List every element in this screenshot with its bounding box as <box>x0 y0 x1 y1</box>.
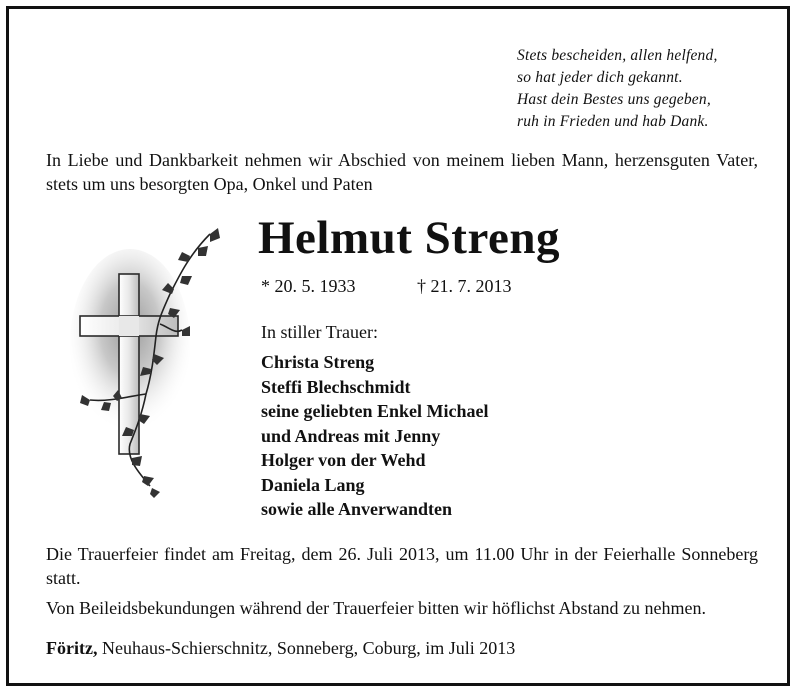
poem-line: Stets bescheiden, allen helfend, <box>517 47 718 64</box>
intro-text: In Liebe und Dankbarkeit nehmen wir Abschied von meinem lieben Mann, herzensguten Vater, stets um uns besorgten Opa, Onkel und Paten <box>46 150 758 194</box>
death-date: † 21. 7. 2013 <box>417 276 512 296</box>
condolence-request: Von Beileidsbekundungen während der Trauerfeier bitten wir höflichst Abstand zu nehmen. <box>46 598 707 618</box>
cross-with-ivy-icon <box>70 224 250 504</box>
place-and-date <box>46 636 515 660</box>
mourner: Holger von der Wehd <box>261 450 426 470</box>
birth-date: * 20. 5. 1933 <box>261 276 356 296</box>
poem-line: Hast dein Bestes uns gegeben, <box>517 91 711 108</box>
place-rest: Neuhaus-Schierschnitz, Sonneberg, Coburg, im Juli 2013 <box>97 638 516 658</box>
poem-line: ruh in Frieden und hab Dank. <box>517 113 709 130</box>
deceased-name: Helmut Streng <box>258 212 560 264</box>
mourner: Christa Streng <box>261 352 375 372</box>
poem-line: so hat jeder dich gekannt. <box>517 69 683 86</box>
funeral-notice: Die Trauerfeier findet am Freitag, dem 26. Juli 2013, um 11.00 Uhr in der Feierhalle Sonneberg statt. <box>46 544 758 588</box>
place-bold: Föritz, <box>46 638 98 658</box>
mourner: und Andreas mit Jenny <box>261 425 441 446</box>
mourner: seine geliebten Enkel Michael <box>261 401 489 421</box>
poem <box>517 45 718 133</box>
mourner: sowie alle Anverwandten <box>261 499 452 519</box>
mourner: Daniela Lang <box>261 474 365 495</box>
mourners-list <box>261 350 488 522</box>
mourning-label: In stiller Trauer: <box>261 322 378 342</box>
mourner: Steffi Blechschmidt <box>261 376 411 397</box>
